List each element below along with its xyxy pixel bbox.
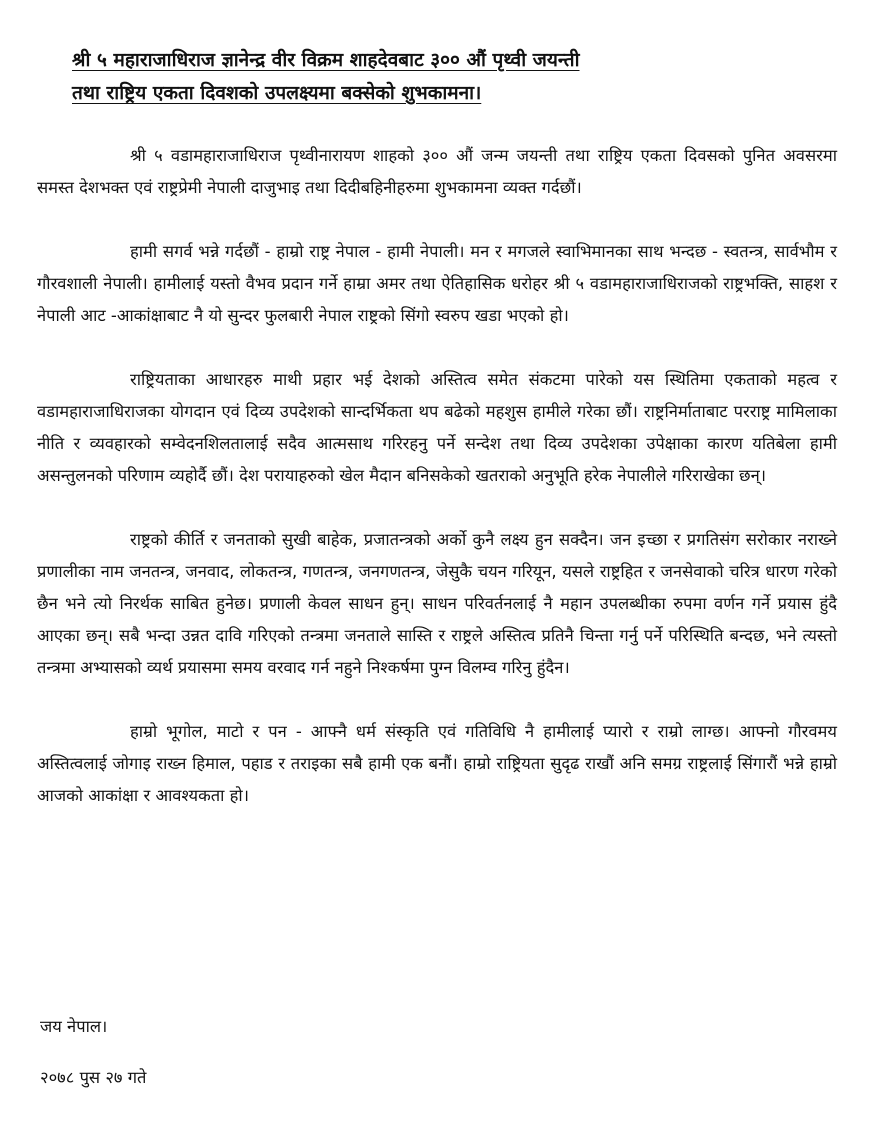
paragraph-aspiration: हाम्रो भूगोल, माटो र पन - आफ्नै धर्म संस्कृति एवं गतिविधि नै हामीलाई प्यारो र राम्रो लाग्छ। आफ्नो गौरवमय अस्तित्वलाई जोगाइ राख्न हिमाल, पहाड र तराइका सबै हामी एक बनौं। हाम्रो राष्ट्रियता सुदृढ राखौं अनि समग्र राष्ट्रलाई सिंगारौं भन्ने हाम्रो आजको आकांक्षा र आवश्यकता हो। bbox=[37, 722, 837, 805]
document-title bbox=[72, 44, 832, 110]
title-line-2: तथा राष्ट्रिय एकता दिवशको उपलक्ष्यमा बक्सेको शुभकामना। bbox=[72, 82, 482, 104]
document-body bbox=[37, 140, 837, 844]
paragraph-greeting: श्री ५ वडामहाराजाधिराज पृथ्वीनारायण शाहको ३०० औं जन्म जयन्ती तथा राष्ट्रिय एकता दिवसको पुनित अवसरमा समस्त देशभक्त एवं राष्ट्रप्रेमी नेपाली दाजुभाइ तथा दिदीबहिनीहरुमा शुभकामना व्यक्त गर्दछौं। bbox=[37, 146, 837, 197]
paragraph-pride: हामी सगर्व भन्ने गर्दछौं - हाम्रो राष्ट्र नेपाल - हामी नेपाली। मन र मगजले स्वाभिमानका साथ भन्दछ - स्वतन्त्र, सार्वभौम र गौरवशाली नेपाली। हामीलाई यस्तो वैभव प्रदान गर्ने हाम्रा अमर तथा ऐतिहासिक धरोहर श्री ५ वडामहाराजाधिराजको राष्ट्रभक्ति, साहश र नेपाली आट -आकांक्षाबाट नै यो सुन्दर फुलबारी नेपाल राष्ट्रको सिंगो स्वरुप खडा भएको हो। bbox=[37, 242, 837, 325]
title-line-1: श्री ५ महाराजाधिराज ज्ञानेन्द्र वीर विक्रम शाहदेवबाट ३०० औं पृथ्वी जयन्ती bbox=[72, 49, 580, 71]
closing-salutation: जय नेपाल। bbox=[40, 1017, 108, 1036]
paragraph-nationality: राष्ट्रियताका आधारहरु माथी प्रहार भई देशको अस्तित्व समेत संकटमा पारेको यस स्थितिमा एकताको महत्व र वडामहाराजाधिराजका योगदान एवं दिव्य उपदेशको सान्दर्भिकता थप बढेको महशुस हामीले गरेका छौं। राष्ट्रनिर्माताबाट परराष्ट्र मामिलाका नीति र व्यवहारको सम्वेदनशिलतालाई सदैव आत्मसाथ गरिरहनु पर्ने सन्देश तथा दिव्य उपदेशका उपेक्षाका कारण यतिबेला हामी असन्तुलनको परिणाम व्यहोर्दै छौं। देश परायाहरुको खेल मैदान बनिसकेको खतराको अनुभूति हरेक नेपालीले गरिराखेका छन्। bbox=[37, 370, 837, 485]
document-date: २०७८ पुस २७ गते bbox=[40, 1068, 147, 1087]
paragraph-democracy: राष्ट्रको कीर्ति र जनताको सुखी बाहेक, प्रजातन्त्रको अर्को कुनै लक्ष्य हुन सक्दैन। जन इच्छा र प्रगतिसंग सरोकार नराख्ने प्रणालीका नाम जनतन्त्र, जनवाद, लोकतन्त्र, गणतन्त्र, जनगणतन्त्र, जेसुकै चयन गरियून, यसले राष्ट्रहित र जनसेवाको चरित्र धारण गरेको छैन भने त्यो निरर्थक साबित हुनेछ। प्रणाली केवल साधन हुन्। साधन परिवर्तनलाई नै महान उपलब्धीका रुपमा वर्णन गर्ने प्रयास हुंदै आएका छन्। सबै भन्दा उन्नत दावि गरिएको तन्त्रमा जनताले सास्ति र राष्ट्रले अस्तित्व प्रतिनै चिन्ता गर्नु पर्ने परिस्थिति बन्दछ, भने त्यस्तो तन्त्रमा अभ्यासको व्यर्थ प्रयासमा समय वरवाद गर्न नहुने निश्कर्षमा पुग्न विलम्व गरिनु हुंदैन। bbox=[37, 530, 837, 677]
